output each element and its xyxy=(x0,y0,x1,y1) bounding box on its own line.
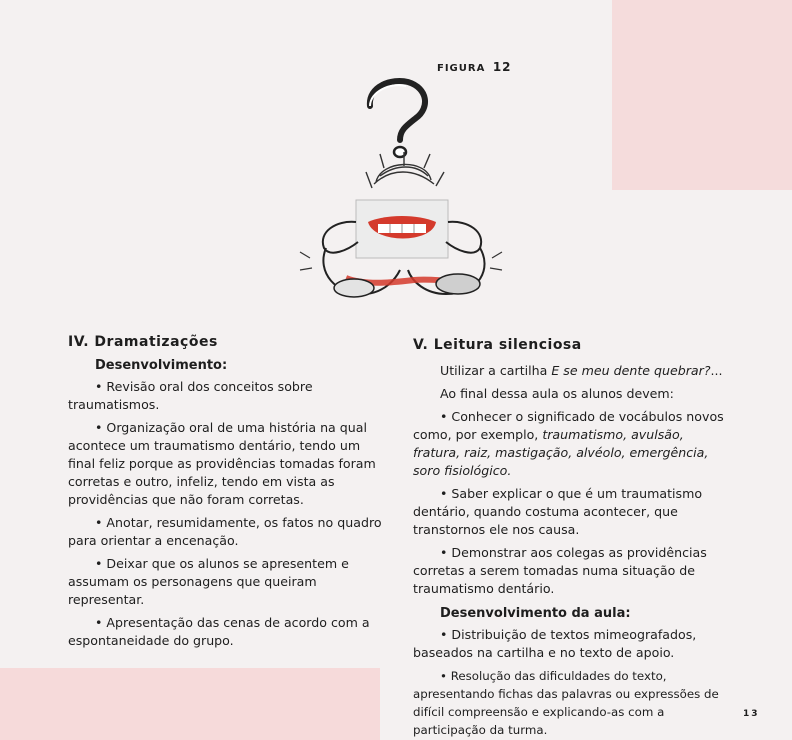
section-iv-subheading: Desenvolvimento: xyxy=(95,358,228,373)
bullet-prefix: • Conhecer o significado de vocábulos novos como, por exemplo, xyxy=(413,409,724,442)
intro-prefix: Utilizar a cartilha xyxy=(440,363,552,378)
page-number: 13 xyxy=(743,709,760,719)
section-v-intro-2: Ao final dessa aula os alunos devem: xyxy=(440,386,674,401)
section-iv-title: IV. Dramatizações xyxy=(68,334,218,350)
section-v-intro xyxy=(413,362,729,380)
pink-background-block-bottom xyxy=(0,668,380,740)
section-v-bullet: • Resolução das dificuldades do texto, apresentando fichas das palavras ou expressões de difícil compreensão e explicando-as com a participação da turma. xyxy=(413,669,719,737)
section-v-title: V. Leitura silenciosa xyxy=(413,337,582,353)
section-v-subheading: Desenvolvimento da aula: xyxy=(440,606,631,621)
figure-number: 12 xyxy=(492,60,512,74)
section-iv-dramatizacoes xyxy=(68,334,384,650)
section-iv-bullet: • Organização oral de uma história na qual acontece um traumatismo dentário, tendo um final feliz porque as providências tomadas foram corretas e outro, infeliz, tendo em vista as providências que não foram corretas. xyxy=(68,420,376,507)
pink-background-block-top xyxy=(612,0,792,190)
section-v-leitura-silenciosa xyxy=(413,337,729,739)
figure-illustration-question-mark-person xyxy=(296,72,506,312)
vocabulary-terms: traumatismo, avulsão, fratura, raiz, mastigação, alvéolo, emergência, soro fisiológico. xyxy=(413,427,709,478)
section-v-bullet: • Distribuição de textos mimeografados, baseados na cartilha e no texto de apoio. xyxy=(413,627,697,660)
section-iv-bullet: • Apresentação das cenas de acordo com a espontaneidade do grupo. xyxy=(68,615,370,648)
section-iv-bullet: • Deixar que os alunos se apresentem e assumam os personagens que queiram representar. xyxy=(68,556,349,607)
section-iv-bullet: • Revisão oral dos conceitos sobre traumatismos. xyxy=(68,379,313,412)
section-v-bullet xyxy=(413,408,729,480)
section-v-bullet: • Saber explicar o que é um traumatismo dentário, quando costuma acontecer, que transtornos ele nos causa. xyxy=(413,486,703,537)
section-v-bullet: • Demonstrar aos colegas as providências corretas a serem tomadas numa situação de traumatismo dentário. xyxy=(413,545,707,596)
intro-suffix: ... xyxy=(710,363,723,378)
section-iv-bullet: • Anotar, resumidamente, os fatos no quadro para orientar a encenação. xyxy=(68,515,382,548)
booklet-title: E se meu dente quebrar? xyxy=(551,363,711,378)
figure-label: FIGURA xyxy=(437,63,486,74)
